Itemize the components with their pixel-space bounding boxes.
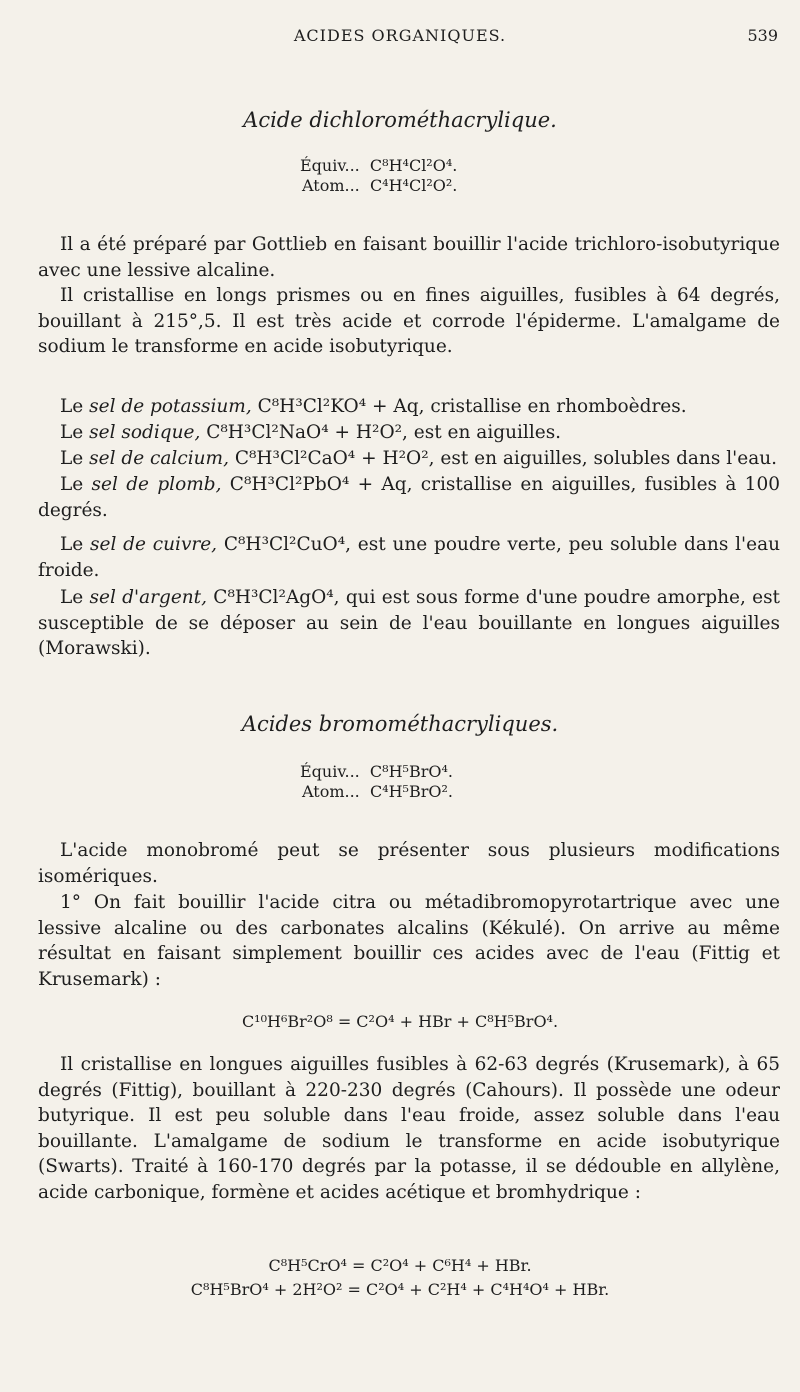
section-title-bromomethacryliques: Acides bromométhacryliques. <box>241 712 559 736</box>
equation: C¹⁰H⁶Br²O⁸ = C²O⁴ + HBr + C⁸H⁵BrO⁴. <box>241 1012 559 1031</box>
salt-name: sel sodique, <box>89 422 201 443</box>
salt-name: sel de calcium, <box>89 448 229 469</box>
salt-paragraph: Le sel sodique, C⁸H³Cl²NaO⁴ + H²O², est en aiguilles. <box>60 422 562 443</box>
equiv-label: Équiv... <box>300 156 360 175</box>
salt-paragraph: Le sel de potassium, C⁸H³Cl²KO⁴ + Aq, cristallise en rhomboèdres. <box>60 396 687 417</box>
paragraph: Il cristallise en longues aiguilles fusibles à 62-63 degrés (Krusemark), à 65 degrés (Fittig), bouillant à 220-230 degrés (Cahours). Il possède une odeur butyrique. Il est peu soluble dans l'eau froide, assez soluble dans l'eau bouillante. L'amalgame de sodium le transforme en acide isobutyrique (Swarts). Traité à 160-170 degrés par la potasse, il se dédouble en allylène, acide carbonique, formène et acides acétique et bromhydrique : <box>38 1054 780 1203</box>
atom-formula: C⁴H⁴Cl²O². <box>369 176 458 195</box>
paragraph: Il a été préparé par Gottlieb en faisant bouillir l'acide trichloro-isobutyrique avec une lessive alcaline. <box>38 234 780 281</box>
equiv-formula: C⁸H⁵BrO⁴. <box>369 762 453 781</box>
paragraph: Il cristallise en longs prismes ou en fines aiguilles, fusibles à 64 degrés, bouillant à 215°,5. Il est très acide et corrode l'épiderme. L'amalgame de sodium le transforme en acide isobutyrique. <box>38 285 780 357</box>
salt-paragraph: Le sel de cuivre, C⁸H³Cl²CuO⁴, est une poudre verte, peu soluble dans l'eau froide. <box>38 534 781 581</box>
running-head: ACIDES ORGANIQUES. <box>293 26 507 45</box>
atom-formula: C⁴H⁵BrO². <box>369 782 453 801</box>
paragraph: L'acide monobromé peut se présenter sous plusieurs modifications isomériques. <box>38 840 780 887</box>
page-number: 539 <box>747 26 778 45</box>
salt-paragraph: Le sel d'argent, C⁸H³Cl²AgO⁴, qui est sous forme d'une poudre amorphe, est susceptible de se déposer au sein de l'eau bouillante en longues aiguilles (Morawski). <box>38 587 780 659</box>
salt-paragraph: Le sel de plomb, C⁸H³Cl²PbO⁴ + Aq, cristallise en aiguilles, fusibles à 100 degrés. <box>38 474 780 521</box>
formula-block-1 <box>300 156 457 196</box>
equation: C⁸H⁵CrO⁴ = C²O⁴ + C⁶H⁴ + HBr. <box>268 1256 532 1275</box>
salt-name: sel de plomb, <box>91 474 222 495</box>
atom-label: Atom... <box>302 176 360 195</box>
salt-paragraph: Le sel de calcium, C⁸H³Cl²CaO⁴ + H²O², est en aiguilles, solubles dans l'eau. <box>60 448 778 469</box>
atom-label: Atom... <box>302 782 360 801</box>
section-title-dichloromethacrylique: Acide dichlorométhacrylique. <box>243 108 557 132</box>
equation: C⁸H⁵BrO⁴ + 2H²O² = C²O⁴ + C²H⁴ + C⁴H⁴O⁴ + HBr. <box>190 1280 610 1299</box>
formula-block-2 <box>300 762 453 802</box>
paragraph: 1° On fait bouillir l'acide citra ou métadibromopyrotartrique avec une lessive alcaline ou des carbonates alcalins (Kékulé). On arrive au même résultat en faisant simplement bouillir ces acides avec de l'eau (Fittig et Krusemark) : <box>38 892 780 990</box>
salt-name: sel de potassium, <box>89 396 252 417</box>
salt-name: sel de cuivre, <box>90 534 218 555</box>
salt-name: sel d'argent, <box>89 587 207 608</box>
equiv-formula: C⁸H⁴Cl²O⁴. <box>369 156 458 175</box>
equiv-label: Équiv... <box>300 762 360 781</box>
